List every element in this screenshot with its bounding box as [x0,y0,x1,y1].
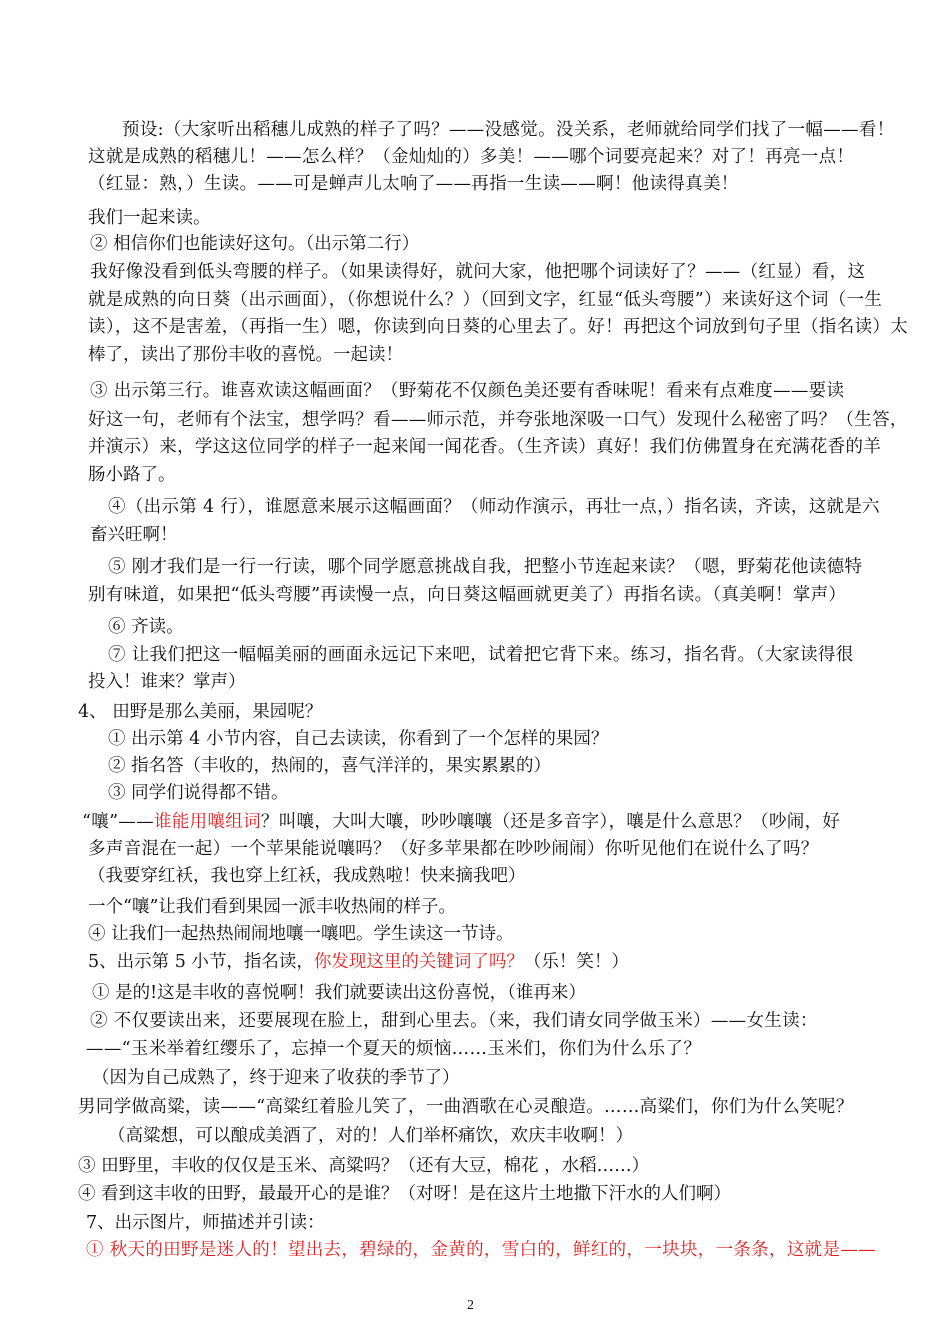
text-segment: 畜兴旺啊！ [90,525,178,545]
text-segment: 肠小路了。 [88,465,176,485]
highlighted-text: 你发现这里的关键词了吗？ [313,952,524,972]
text-segment: 7、出示图片，师描述并引读： [86,1213,325,1233]
text-segment: 我们一起来读。 [88,208,211,228]
text-line [108,729,608,749]
text-segment: ③ 出示第三行。谁喜欢读这幅画面？（野菊花不仅颜色美还要有香味呢！看来有点难度——要读 [90,381,845,401]
text-line [90,262,865,282]
page-number: 2 [467,1298,474,1313]
text-segment: ② 相信你们也能读好这句。（出示第二行） [90,234,420,254]
text-segment: （我要穿红袄，我也穿上红袄，我成熟啦！快来摘我吧） [88,866,526,886]
text-segment: 男同学做高粱，读——“高粱红着脸儿笑了，一曲酒歌在心灵酿造。……高粱们，你们为什么笑呢？ [78,1097,854,1117]
text-segment: 多声音混在一起）一个苹果能说嚷吗？（好多苹果都在吵吵闹闹）你听见他们在说什么了吗？ [88,839,819,859]
text-line [90,525,178,545]
text-line [90,234,419,254]
text-segment: （高粱想，可以酿成美酒了，对的！人们举杯痛饮，欢庆丰收啊！） [108,1126,633,1146]
text-segment: ⑤ 刚才我们是一行一行读，哪个同学愿意挑战自我，把整小节连起来读？（嗯，野菊花他读德特 [108,557,863,577]
text-segment: ③ 田野里，丰收的仅仅是玉米、高粱吗？（还有大豆，棉花 ，水稻……） [78,1156,650,1176]
text-line [92,1068,460,1088]
text-line [108,497,880,517]
text-line [88,290,882,310]
text-segment: 这就是成熟的稻穗儿！——怎么样？（金灿灿的）多美！——哪个词要亮起来？对了！再亮一点！ [88,147,855,167]
text-line [122,120,894,140]
text-line [108,617,184,637]
text-line [86,1213,325,1233]
text-segment: ④ 让我们一起热热闹闹地嚷一嚷吧。学生读这一节诗。 [88,924,514,944]
text-segment: 预设:（大家听出稻穗儿成熟的样子了吗？——没感觉。没关系，老师就给同学们找了一幅——看！ [122,120,895,140]
text-line [88,410,908,430]
text-segment: 并演示）来，学这这位同学的样子一起来闻一闻花香。（生齐读）真好！我们仿佛置身在充满花香的羊 [88,437,882,457]
text-line [88,437,881,457]
text-line [88,465,176,485]
text-line [86,1240,876,1260]
text-line [88,866,526,886]
text-segment: （因为自己成熟了，终于迎来了收获的季节了） [92,1068,460,1088]
text-segment: ⑥ 齐读。 [108,617,184,637]
text-segment: ① 是的!这是丰收的喜悦啊！我们就要读出这份喜悦，（谁再来） [92,983,586,1003]
text-segment: “嚷”—— [82,812,154,832]
text-segment: 5、出示第 5 小节，指名读， [88,952,314,972]
text-segment: 4、 田野是那么美丽，果园呢？ [78,702,323,722]
text-line [82,812,840,832]
text-segment: （红显：熟，）生读。——可是蝉声儿太响了——再指一生读——啊！他读得真美！ [88,174,739,194]
text-segment: ？叫嚷，大叫大嚷，吵吵嚷嚷（还是多音字），嚷是什么意思？（吵闹，好 [260,812,841,832]
text-line [88,672,246,692]
text-segment: 投入！谁来？掌声） [88,672,246,692]
text-line [78,1097,854,1117]
text-segment: ③ 同学们说得都不错。 [108,783,289,803]
text-segment: ④（出示第 4 行），谁愿意来展示这幅画面？（师动作演示，再壮一点，）指名读，齐读，这就是六 [108,497,880,517]
text-segment: 就是成熟的向日葵（出示画面），（你想说什么？）（回到文字，红显“低头弯腰”）来读好这个词（一生 [88,290,883,310]
text-line [78,1184,731,1204]
text-line [88,317,908,337]
text-segment: 我好像没看到低头弯腰的样子。（如果读得好，就问大家，他把哪个词读好了？——（红显）看，这 [90,262,866,282]
highlighted-text: ① 秋天的田野是迷人的！望出去，碧绿的，金黄的，雪白的，鲜红的，一块块，一条条，这就是—— [86,1240,876,1260]
text-line [90,381,844,401]
text-segment: 棒了，读出了那份丰收的喜悦。一起读！ [88,345,403,365]
text-line [108,557,862,577]
text-line [88,147,854,167]
text-line [88,924,514,944]
text-line [90,1011,818,1031]
text-segment: ② 不仅要读出来，还要展现在脸上，甜到心里去。（来，我们请女同学做玉米）——女生读： [90,1011,818,1031]
highlighted-text: 谁能用嚷组词 [154,812,261,832]
text-line [108,1126,633,1146]
text-segment: 读），这不是害羞，（再指一生）嗯，你读到向日葵的心里去了。好！再把这个词放到句子里（指名读）太 [88,317,909,337]
text-line [88,585,846,605]
text-segment: （乐！笑！） [523,952,629,972]
text-line [88,345,403,365]
text-line [92,983,586,1003]
text-line [88,952,629,972]
text-line [108,783,289,803]
text-segment: ① 出示第 4 小节内容，自己去读读，你看到了一个怎样的果园？ [108,729,609,749]
text-line [88,839,819,859]
text-segment: 一个“嚷”让我们看到果园一派丰收热闹的样子。 [88,897,456,917]
text-segment: ⑦ 让我们把这一幅幅美丽的画面永远记下来吧，试着把它背下来。练习，指名背。（大家读得很 [108,645,854,665]
text-segment: ——“玉米举着红缨乐了，忘掉一个夏天的烦恼……玉米们，你们为什么乐了？ [86,1039,702,1059]
text-segment: 好这一句，老师有个法宝，想学吗？看——师示范，并夸张地深吸一口气）发现什么秘密了吗？（生答， [88,410,908,430]
text-segment: ② 指名答（丰收的，热闹的，喜气洋洋的，果实累累的） [108,756,552,776]
text-line [88,208,211,228]
text-line [88,897,456,917]
text-line [78,1156,649,1176]
text-segment: ④ 看到这丰收的田野，最最开心的是谁？（对呀！是在这片土地撒下汗水的人们啊） [78,1184,732,1204]
text-segment: 别有味道，如果把“低头弯腰”再读慢一点，向日葵这幅画就更美了）再指名读。（真美啊！掌声） [88,585,847,605]
text-line [108,645,854,665]
text-line [86,1039,701,1059]
text-line [108,756,551,776]
text-line [78,702,322,722]
text-line [88,174,739,194]
